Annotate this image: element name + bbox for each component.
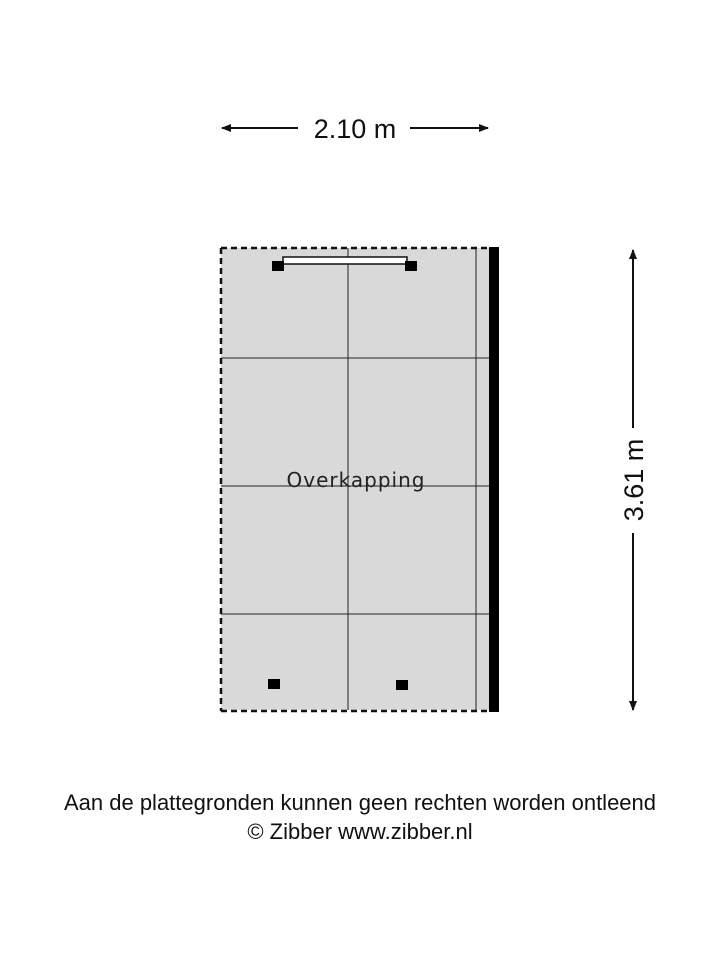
copyright-credit: © Zibber www.zibber.nl bbox=[247, 819, 473, 844]
roof-gutter bbox=[283, 257, 407, 264]
post-bottom-right bbox=[396, 680, 408, 690]
post-top-left bbox=[272, 261, 284, 271]
height-dimension bbox=[619, 250, 649, 710]
disclaimer-text: Aan de plattegronden kunnen geen rechten worden ontleend bbox=[63, 790, 657, 815]
post-top-right bbox=[405, 261, 417, 271]
wall-right bbox=[489, 247, 499, 712]
room-label: Overkapping bbox=[286, 468, 426, 492]
width-label: 2.10 m bbox=[313, 114, 397, 144]
width-dimension bbox=[222, 114, 488, 144]
post-bottom-left bbox=[268, 679, 280, 689]
height-label: 3.61 m bbox=[619, 438, 649, 522]
room-overkapping bbox=[221, 247, 499, 712]
